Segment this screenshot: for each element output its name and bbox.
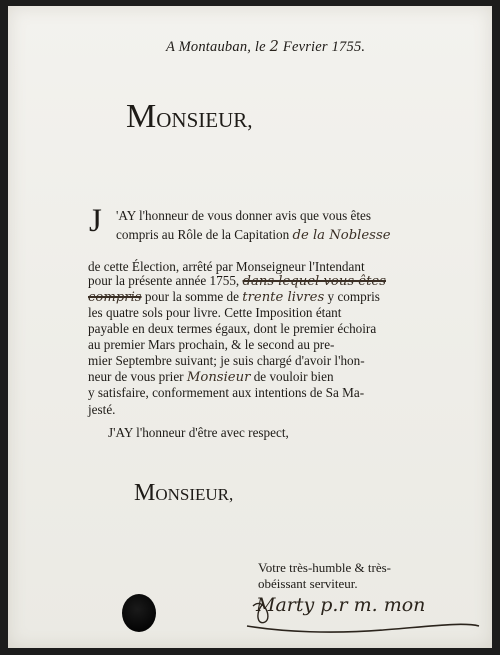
body-line-2-text: compris au Rôle de la Capitation (116, 227, 290, 242)
body-line-7: payable en deux termes égaux, dont le premier échoira (88, 321, 377, 336)
body-line-3: de cette Élection, arrêté par Monseigneur l'Intendant (88, 259, 365, 274)
closing-salutation (134, 481, 233, 505)
closing-line-1: Votre très-humble & très- (258, 560, 391, 575)
body-line-10 (88, 370, 334, 384)
respect-line: J'AY l'honneur d'être avec respect, (108, 425, 289, 440)
body-line-5-mid: pour la somme de (144, 289, 239, 304)
body-line-4-text: pour la présente année 1755, (88, 273, 240, 288)
body-line-10-post: de vouloir bien (253, 369, 334, 384)
ink-blot (122, 594, 156, 632)
closing-salutation-rest: ONSIEUR, (155, 485, 234, 504)
body-line-9: mier Septembre suivant; je suis chargé d'avoir l'hon- (88, 353, 365, 368)
salutation-rest: ONSIEUR, (156, 108, 253, 132)
closing-salutation-initial: M (134, 480, 156, 506)
dateline (166, 40, 365, 55)
signature: Marty p.r m. mon (256, 594, 426, 616)
closing-line-2: obéissant serviteur. (258, 576, 358, 591)
body-line-4 (88, 274, 386, 288)
struck-text-2: compris (88, 290, 142, 305)
body-line-5-post: y compris (327, 289, 380, 304)
body-line-11: y satisfaire, conformement aux intentions de Sa Ma- (88, 385, 365, 400)
body-line-5 (88, 290, 380, 304)
struck-text-1: dans lequel vous êtes (242, 274, 386, 289)
dateline-month-year: Fevrier 1755. (282, 39, 366, 55)
dateline-place: A Montauban, le (166, 39, 266, 55)
body-line-8: au premier Mars prochain, & le second au pre- (88, 337, 335, 352)
body-line-10-pre: neur de vous prier (88, 369, 184, 384)
drop-cap: J (89, 203, 102, 239)
body-line-2 (116, 228, 391, 242)
handwritten-noblesse: de la Noblesse (292, 228, 391, 243)
body-line-6: les quatre sols pour livre. Cette Imposition étant (88, 305, 342, 320)
body-line-1: 'AY l'honneur de vous donner avis que vous êtes (116, 208, 372, 223)
salutation-initial: M (126, 98, 157, 135)
opening-salutation (126, 100, 253, 134)
dateline-day: 2 (269, 39, 280, 55)
handwritten-monsieur: Monsieur (186, 370, 251, 385)
letter-sheet (8, 6, 492, 648)
body-line-12: jesté. (88, 402, 116, 417)
handwritten-amount: trente livres (242, 290, 325, 305)
